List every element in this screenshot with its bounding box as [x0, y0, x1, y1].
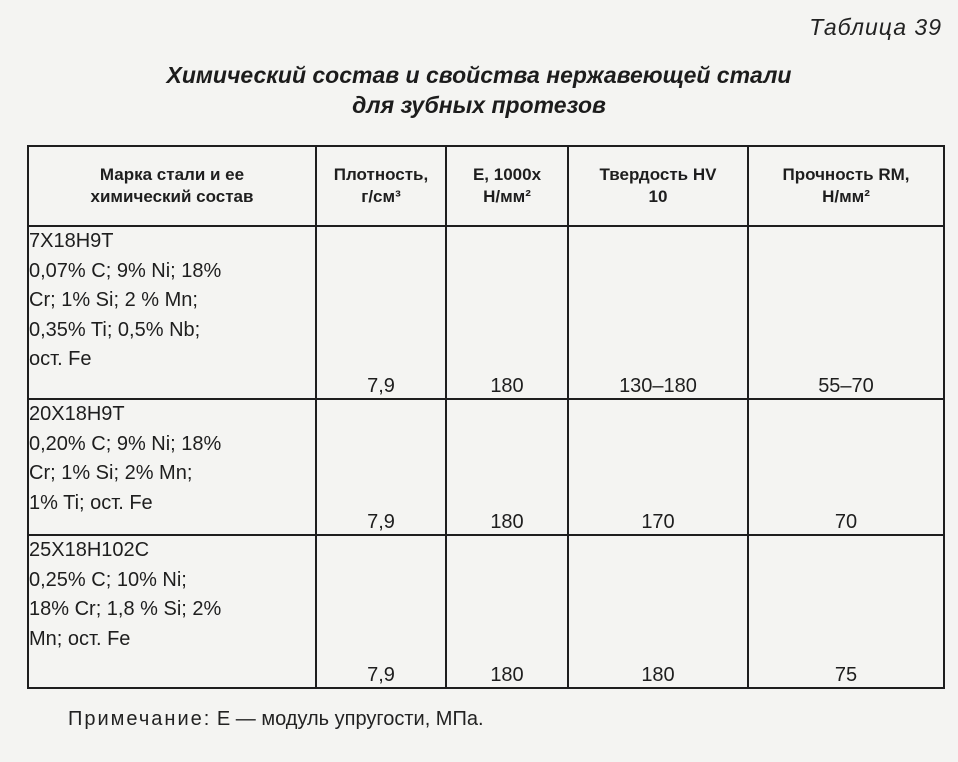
table-note	[68, 708, 484, 731]
header-grade: Марка стали и ее химический состав	[28, 146, 316, 226]
cell-modulus: 180	[446, 226, 568, 399]
header-row	[28, 146, 944, 226]
cell-grade: 7Х18Н9Т 0,07% С; 9% Ni; 18% Cr; 1% Si; 2 % Mn; 0,35% Ti; 0,5% Nb; ост. Fe	[28, 226, 316, 399]
cell-density: 7,9	[316, 226, 446, 399]
title-line-1: Химический состав и свойства нержавеющей стали	[166, 62, 792, 88]
table-row	[28, 226, 944, 399]
table-title	[0, 60, 958, 120]
cell-density: 7,9	[316, 535, 446, 688]
cell-grade: 25Х18Н102С 0,25% С; 10% Ni; 18% Cr; 1,8 % Si; 2% Mn; ост. Fe	[28, 535, 316, 688]
cell-hardness: 170	[568, 399, 748, 535]
title-line-2: для зубных протезов	[352, 92, 606, 118]
cell-modulus: 180	[446, 535, 568, 688]
cell-modulus: 180	[446, 399, 568, 535]
header-modulus: Е, 1000х Н/мм²	[446, 146, 568, 226]
cell-strength: 55–70	[748, 226, 944, 399]
cell-strength: 75	[748, 535, 944, 688]
note-text: Е — модуль упругости, МПа.	[216, 708, 484, 730]
table-row	[28, 535, 944, 688]
header-hardness: Твердость HV 10	[568, 146, 748, 226]
header-density: Плотность, г/см³	[316, 146, 446, 226]
steel-properties-table	[27, 145, 945, 689]
cell-density: 7,9	[316, 399, 446, 535]
cell-hardness: 130–180	[568, 226, 748, 399]
cell-hardness: 180	[568, 535, 748, 688]
header-strength: Прочность RM, Н/мм²	[748, 146, 944, 226]
table-number: Таблица 39	[809, 14, 942, 40]
table-row	[28, 399, 944, 535]
cell-strength: 70	[748, 399, 944, 535]
note-label: Примечание:	[68, 708, 212, 730]
cell-grade: 20Х18Н9Т 0,20% С; 9% Ni; 18% Cr; 1% Si; 2% Mn; 1% Ti; ост. Fe	[28, 399, 316, 535]
